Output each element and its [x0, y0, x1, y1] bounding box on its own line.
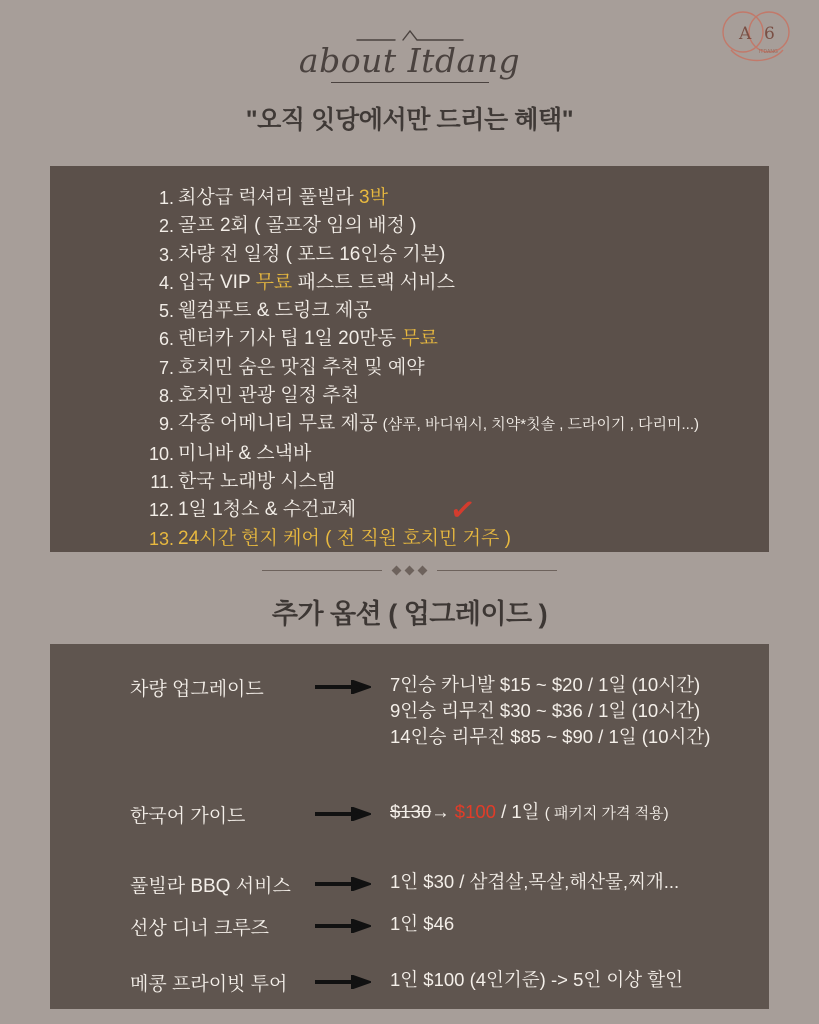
list-item: 렌터카 기사 팁 1일 20만동 무료	[178, 328, 438, 350]
arrow-icon	[315, 680, 371, 694]
price-note: ( 패키지 가격 적용)	[544, 805, 669, 822]
option-value-cruise: 1인 $46	[390, 913, 455, 934]
list-item: 24시간 현지 케어 ( 전 직원 호치민 거주 )	[178, 527, 511, 549]
old-price: $130	[390, 801, 432, 822]
roof-icon	[355, 24, 465, 42]
list-item: 골프 2회 ( 골프장 임의 배정 )	[178, 215, 417, 237]
list-item: 최상급 럭셔리 풀빌라 3박	[178, 187, 388, 208]
list-item: 각종 어메니티 무료 제공 (샴푸, 바디워시, 치약*칫솔 , 드라이기 , 다리미...)	[178, 413, 699, 435]
brand-badge-icon	[717, 8, 797, 70]
option-value-bbq: 1인 $30 / 삼겹살,목살,해산물,찌개...	[390, 871, 680, 892]
page-title: "오직 잇당에서만 드리는 혜택"	[245, 106, 574, 134]
list-item: 호치민 관광 일정 추천	[178, 385, 360, 407]
option-label-bbq: 풀빌라 BBQ 서비스	[130, 876, 291, 897]
logo-underline	[331, 82, 489, 83]
list-item: 1일 1청소 & 수건교체	[178, 499, 357, 521]
list-item: 미니바 & 스낵바	[178, 442, 312, 464]
option-section-title: 추가 옵션 ( 업그레이드 )	[271, 599, 548, 629]
svg-text:ITDANG: ITDANG	[759, 49, 778, 55]
options-panel	[50, 644, 769, 1009]
brand-logo	[0, 24, 819, 83]
benefits-panel	[50, 166, 769, 552]
option-value-vehicle-2: 9인승 리무진 $30 ~ $36 / 1일 (10시간)	[390, 700, 701, 721]
option-label-guide: 한국어 가이드	[130, 806, 246, 827]
option-label-cruise: 선상 디너 크루즈	[130, 918, 270, 939]
option-label-mekong: 메콩 프라이빗 투어	[130, 974, 288, 995]
brand-name: about Itdang	[298, 41, 521, 80]
list-item: 입국 VIP 무료 패스트 트랙 서비스	[178, 271, 455, 293]
list-item: 호치민 숨은 맛집 추천 및 예약	[178, 356, 425, 378]
option-value-vehicle-1: 7인승 카니발 $15 ~ $20 / 1일 (10시간)	[390, 674, 701, 695]
price-suffix: / 1일	[495, 801, 545, 822]
price-arrow: →	[431, 801, 450, 822]
new-price: $100	[454, 801, 496, 822]
list-item: 웰컴푸트 & 드링크 제공	[178, 300, 372, 322]
svg-text:6: 6	[764, 24, 775, 44]
arrow-icon	[315, 975, 371, 989]
check-icon: ✓	[447, 492, 478, 529]
list-item: 차량 전 일정 ( 포드 16인승 기본)	[178, 243, 446, 265]
arrow-icon	[315, 807, 371, 821]
arrow-icon	[315, 919, 371, 933]
option-value-guide	[390, 799, 669, 827]
benefits-list	[50, 184, 769, 553]
option-value-mekong: 1인 $100 (4인기준) -> 5인 이상 할인	[390, 969, 683, 990]
list-item: 한국 노래방 시스템	[178, 470, 336, 492]
arrow-icon	[315, 877, 371, 891]
option-value-vehicle-3: 14인승 리무진 $85 ~ $90 / 1일 (10시간)	[390, 726, 711, 747]
section-divider	[0, 562, 819, 577]
svg-text:A: A	[739, 24, 752, 44]
option-label-vehicle: 차량 업그레이드	[130, 679, 264, 700]
